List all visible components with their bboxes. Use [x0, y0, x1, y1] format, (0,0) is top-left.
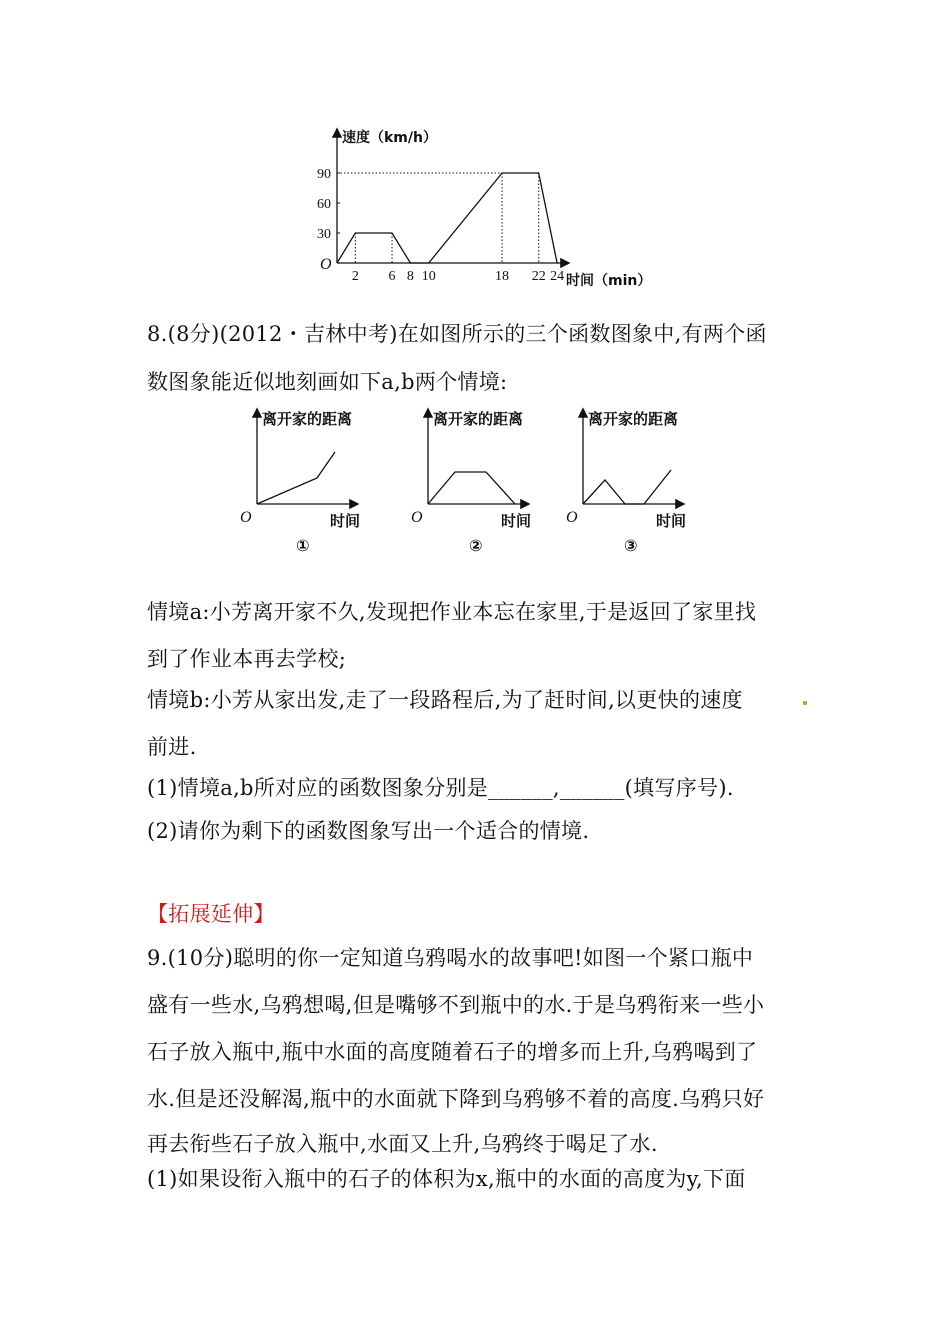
q9-line5: 再去衔些石子放入瓶中,水面又上升,乌鸦终于喝足了水.	[147, 1132, 658, 1156]
graph-3-origin: O	[566, 509, 578, 526]
graph-2-origin: O	[411, 509, 423, 526]
graph-2-curve	[428, 472, 515, 504]
q8-line1: 8.(8分)(2012・吉林中考)在如图所示的三个函数图象中,有两个函	[147, 322, 767, 346]
x-tick-label: 8	[406, 269, 414, 284]
speed-series-line	[337, 173, 557, 263]
graph-3-ylabel: 离开家的距离	[588, 410, 679, 428]
scene-b-line2: 前进.	[147, 735, 197, 759]
scene-a-line2: 到了作业本再去学校;	[147, 647, 347, 671]
graph-3	[558, 402, 698, 562]
graph-1-caption: ①	[296, 536, 310, 555]
x-tick-label: 10	[421, 269, 436, 284]
graph-1	[232, 402, 362, 562]
graph-1-ylabel: 离开家的距离	[262, 410, 353, 428]
q8-line2: 数图象能近似地刻画如下a,b两个情境:	[147, 370, 508, 394]
graph-3-curve	[583, 470, 671, 504]
q9-line6: (1)如果设衔入瓶中的石子的体积为x,瓶中的水面的高度为y,下面	[147, 1167, 746, 1191]
q9-line3: 石子放入瓶中,瓶中水面的高度随着石子的增多而上升,乌鸦喝到了	[147, 1040, 758, 1064]
x-tick-label: 22	[531, 269, 546, 284]
scene-b-line1: 情境b:小芳从家出发,走了一段路程后,为了赶时间,以更快的速度	[147, 688, 743, 712]
x-tick-label: 6	[388, 269, 396, 284]
q9-line2: 盛有一些水,乌鸦想喝,但是嘴够不到瓶中的水.于是乌鸦衔来一些小	[147, 993, 765, 1017]
q9-line1: 9.(10分)聪明的你一定知道乌鸦喝水的故事吧!如图一个紧口瓶中	[147, 946, 754, 970]
x-axis-label: 时间（min）	[566, 273, 652, 289]
x-tick-label: 24	[550, 269, 565, 284]
y-axis-label: 速度（km/h）	[342, 130, 437, 146]
speed-time-chart	[300, 120, 690, 295]
x-tick-label: 2	[351, 269, 359, 284]
y-tick-label: 90	[317, 167, 331, 182]
section-heading: 【拓展延伸】	[147, 902, 275, 926]
graph-2-caption: ②	[469, 536, 483, 555]
graph-1-xlabel: 时间	[330, 512, 361, 530]
graph-1-origin: O	[240, 509, 252, 526]
y-tick-label: 30	[317, 227, 331, 242]
graph-1-curve	[257, 452, 335, 504]
q8-part1: (1)情境a,b所对应的函数图象分别是______,______(填写序号).	[147, 776, 734, 800]
graph-2	[403, 402, 543, 562]
highlight-dot	[803, 701, 807, 705]
q8-part2: (2)请你为剩下的函数图象写出一个适合的情境.	[147, 819, 590, 843]
graph-3-caption: ③	[624, 536, 638, 555]
graph-3-xlabel: 时间	[656, 512, 687, 530]
scene-a-line1: 情境a:小芳离开家不久,发现把作业本忘在家里,于是返回了家里找	[147, 600, 757, 624]
graph-2-xlabel: 时间	[501, 512, 532, 530]
graph-2-ylabel: 离开家的距离	[433, 410, 524, 428]
origin-label: O	[320, 256, 332, 273]
q9-line4: 水.但是还没解渴,瓶中的水面就下降到乌鸦够不着的高度.乌鸦只好	[147, 1087, 765, 1111]
x-tick-label: 18	[495, 269, 510, 284]
y-tick-label: 60	[317, 197, 331, 212]
